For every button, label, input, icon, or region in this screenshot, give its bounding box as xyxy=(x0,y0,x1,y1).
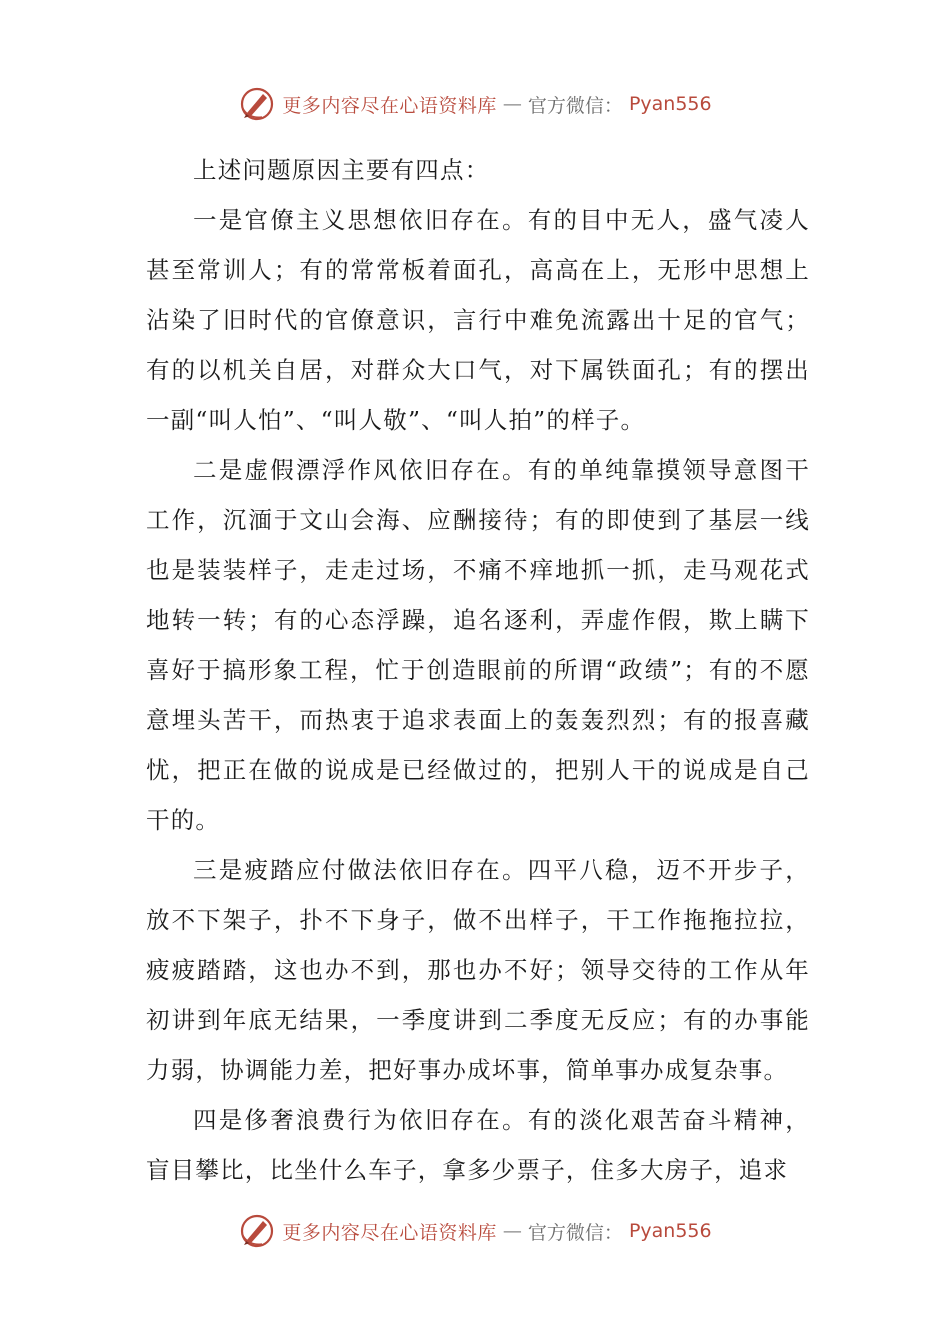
paragraph-point-3: 三是疲踏应付做法依旧存在。四平八稳，迈不开步子，放不下架子，扑不下身子，做不出样子，干工作拖拖拉拉，疲疲踏踏，这也办不到，那也办不好；领导交待的工作从年初讲到年底无结果，一季度讲到二季度无反应；有的办事能力弱，协调能力差，把好事办成坏事，简单事办成复杂事。 xyxy=(146,856,810,1084)
banner-brand-text: 更多内容尽在心语资料库 xyxy=(282,94,497,117)
header-banner-content xyxy=(238,85,711,123)
paragraph-point-4: 四是侈奢浪费行为依旧存在。有的淡化艰苦奋斗精神，盲目攀比，比坐什么车子，拿多少票子，住多大房子，追求 xyxy=(146,1106,810,1184)
header-banner xyxy=(0,82,950,126)
document-body xyxy=(146,145,810,1195)
paragraph-point-2: 二是虚假漂浮作风依旧存在。有的单纯靠摸领导意图干工作，沉湎于文山会海、应酬接待；有的即使到了基层一线也是装装样子，走走过场，不痛不痒地抓一抓，走马观花式地转一转；有的心态浮躁，追名逐利，弄虚作假，欺上瞒下喜好于搞形象工程，忙于创造眼前的所谓“政绩”；有的不愿意埋头苦干，而热衷于追求表面上的轰轰烈烈；有的报喜藏忧，把正在做的说成是已经做过的，把别人干的说成是自己干的。 xyxy=(146,456,810,834)
banner-dash: — xyxy=(502,93,522,115)
footer-banner-content xyxy=(238,1212,711,1250)
banner-brand-text: 更多内容尽在心语资料库 xyxy=(282,1221,497,1244)
paragraph-point-1: 一是官僚主义思想依旧存在。有的目中无人，盛气凌人甚至常训人；有的常常板着面孔，高高在上，无形中思想上沾染了旧时代的官僚意识，言行中难免流露出十足的官气；有的以机关自居，对群众大口气，对下属铁面孔；有的摆出一副“叫人怕”、“叫人敬”、“叫人拍”的样子。 xyxy=(146,206,810,434)
paragraph-intro: 上述问题原因主要有四点： xyxy=(193,156,490,184)
pen-logo-icon xyxy=(238,1212,276,1250)
banner-official-label: 官方微信： xyxy=(527,1221,623,1244)
footer-banner xyxy=(0,1209,950,1253)
pen-logo-icon xyxy=(238,85,276,123)
banner-wechat-id: Pyan556 xyxy=(628,1220,712,1242)
banner-official-label: 官方微信： xyxy=(527,94,623,117)
banner-dash: — xyxy=(502,1220,522,1242)
banner-wechat-id: Pyan556 xyxy=(628,93,712,115)
